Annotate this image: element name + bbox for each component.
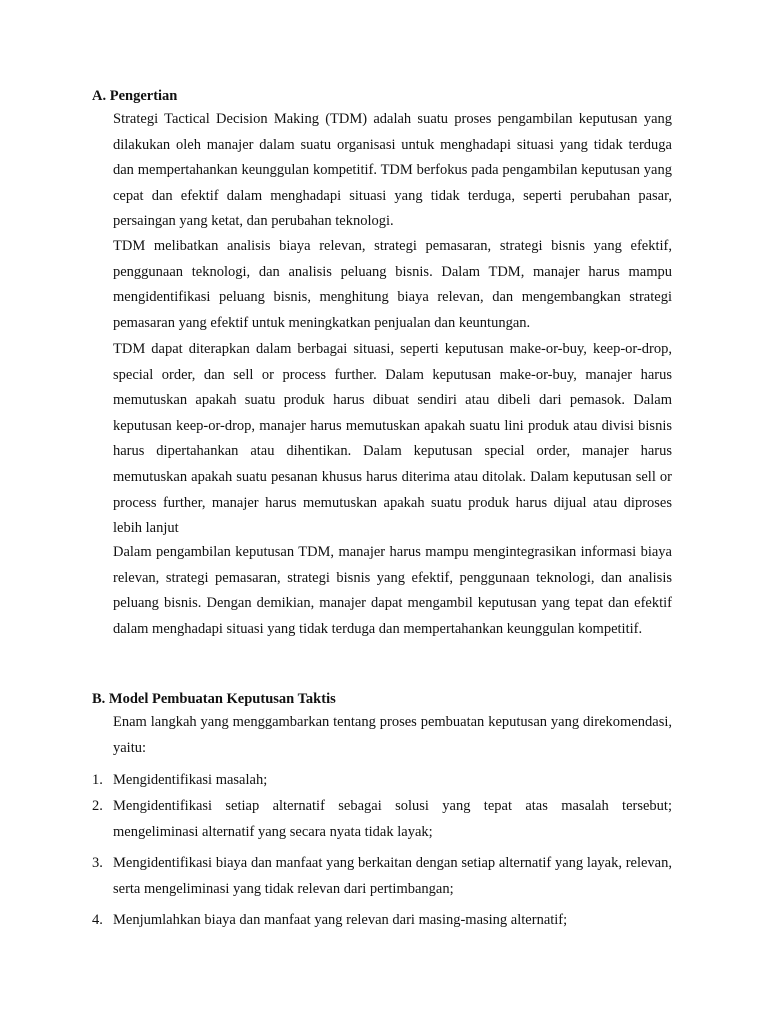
section-a-paragraph-1: Strategi Tactical Decision Making (TDM) adalah suatu proses pengambilan keputusan yang dilakukan oleh manajer dalam suatu organisasi untuk menghadapi situasi yang tidak terduga dan mempertahankan keunggulan kompetitif. TDM berfokus pada pengambilan keputusan yang cepat dan efektif dalam menghadapi situasi yang tidak terduga, seperti perubahan pasar, persaingan yang ketat, dan perubahan teknologi. [113, 111, 672, 230]
section-a-paragraph-2: TDM melibatkan analisis biaya relevan, strategi pemasaran, strategi bisnis yang efektif, penggunaan teknologi, dan analisis peluang bisnis. Dalam TDM, manajer harus mampu mengidentifikasi peluang bisnis, menghitung biaya relevan, dan mengembangkan strategi pemasaran yang efektif untuk meningkatkan penjualan dan keuntungan. [113, 238, 672, 331]
section-a-paragraph-3: TDM dapat diterapkan dalam berbagai situasi, seperti keputusan make-or-buy, keep-or-drop, special order, dan sell or process further. Dalam keputusan make-or-buy, manajer harus memutuskan apakah suatu produk harus dibuat sendiri atau dibeli dari pemasok. Dalam keputusan keep-or-drop, manajer harus memutuskan apakah suatu lini produk atau divisi bisnis harus dipertahankan atau dihentikan. Dalam keputusan special order, manajer harus memutuskan apakah suatu pesanan khusus harus diterima atau ditolak. Dalam keputusan sell or process further, manajer harus memutuskan apakah suatu produk harus dijual atau diproses lebih lanjut [113, 341, 672, 537]
section-b-intro: Enam langkah yang menggambarkan tentang proses pembuatan keputusan yang direkomendasi, yaitu: [113, 714, 672, 756]
list-item-number: 2. [92, 798, 103, 814]
list-item-number: 3. [92, 855, 103, 871]
section-a-paragraph-4: Dalam pengambilan keputusan TDM, manajer harus mampu mengintegrasikan informasi biaya relevan, strategi pemasaran, strategi bisnis yang efektif, penggunaan teknologi, dan analisis peluang bisnis. Dengan demikian, manajer dapat mengambil keputusan yang tepat dan efektif dalam menghadapi situasi yang tidak terduga dan mempertahankan keunggulan kompetitif. [113, 544, 672, 637]
list-item-text: Mengidentifikasi masalah; [113, 772, 268, 788]
list-item-text: Mengidentifikasi setiap alternatif sebagai solusi yang tepat atas masalah tersebut; mengeliminasi alternatif yang secara nyata tidak layak; [113, 798, 672, 840]
list-item-text: Menjumlahkan biaya dan manfaat yang relevan dari masing-masing alternatif; [113, 912, 568, 928]
section-a-heading: A. Pengertian [92, 88, 178, 104]
list-item-number: 1. [92, 772, 103, 788]
list-item-number: 4. [92, 912, 103, 928]
section-b-heading: B. Model Pembuatan Keputusan Taktis [92, 691, 336, 707]
list-item-text: Mengidentifikasi biaya dan manfaat yang berkaitan dengan setiap alternatif yang layak, relevan, serta mengeliminasi yang tidak relevan dari pertimbangan; [113, 855, 672, 897]
